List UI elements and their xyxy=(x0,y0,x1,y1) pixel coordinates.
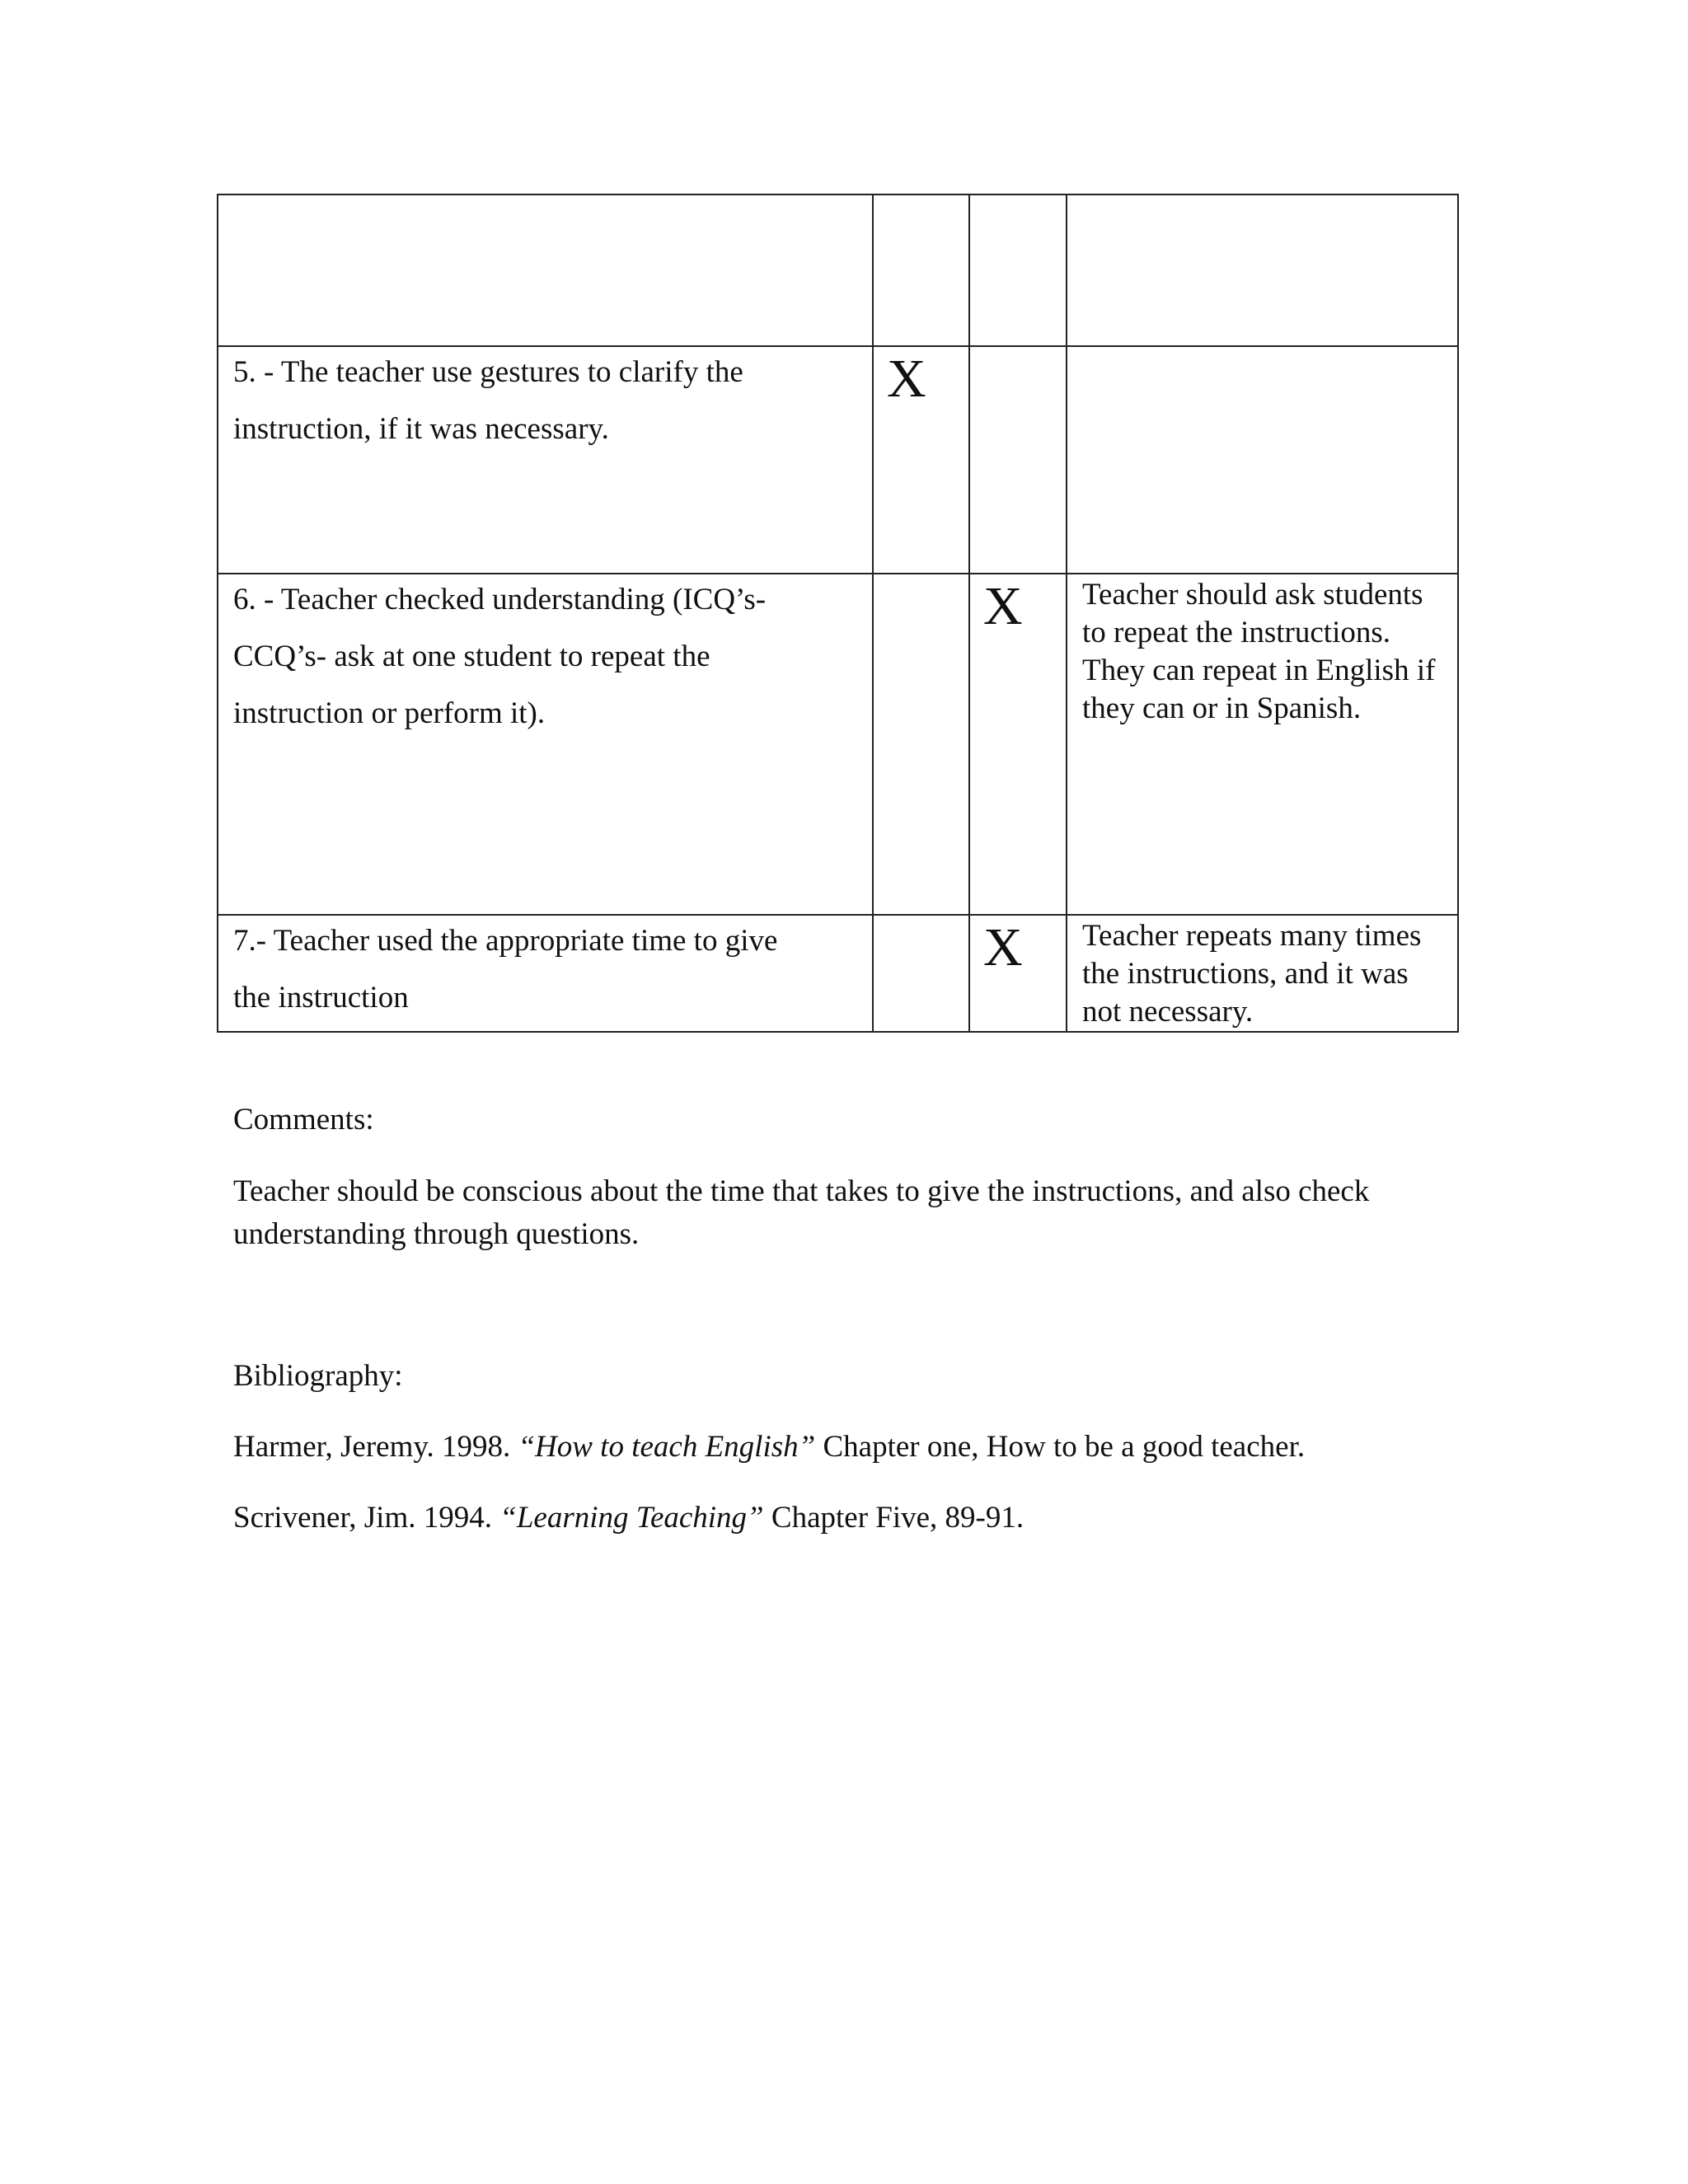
criterion-line: 5. - The teacher use gestures to clarify the xyxy=(233,355,743,389)
reference-title: “How to teach English” xyxy=(518,1430,816,1464)
observation-text: Teacher should ask students to repeat the instructions. They can repeat in English if they can or in Spanish. xyxy=(1082,578,1436,725)
observation-cell xyxy=(1067,574,1458,915)
yes-cell xyxy=(873,574,969,915)
criterion-line: instruction or perform it). xyxy=(233,696,546,730)
criterion-line: 6. - Teacher checked understanding (ICQ’s- xyxy=(233,583,767,616)
comments-body xyxy=(233,1170,1470,1256)
table-row xyxy=(218,574,1458,915)
no-cell xyxy=(969,346,1067,574)
yes-cell xyxy=(873,346,969,574)
comments-heading xyxy=(233,1099,1470,1141)
comments-heading-text: Comments: xyxy=(233,1103,374,1137)
criterion-line: the instruction xyxy=(233,981,409,1015)
no-cell xyxy=(969,194,1067,346)
bibliography-heading-text: Bibliography: xyxy=(233,1359,403,1393)
observation-cell xyxy=(1067,915,1458,1032)
bibliography-reference xyxy=(233,1497,1470,1540)
criterion-line: 7.- Teacher used the appropriate time to give xyxy=(233,924,778,958)
criterion-cell xyxy=(218,574,873,915)
no-cell xyxy=(969,574,1067,915)
observation-cell xyxy=(1067,194,1458,346)
yes-cell xyxy=(873,915,969,1032)
observation-cell xyxy=(1067,346,1458,574)
reference-author-year: Harmer, Jeremy. 1998. xyxy=(233,1430,518,1464)
comments-body-text: Teacher should be conscious about the time that takes to give the instructions, and also check understanding through questions. xyxy=(233,1174,1370,1251)
reference-details: Chapter one, How to be a good teacher. xyxy=(815,1430,1306,1464)
table-row xyxy=(218,346,1458,574)
criterion-cell xyxy=(218,194,873,346)
reference-title: “Learning Teaching” xyxy=(499,1501,764,1535)
no-cell xyxy=(969,915,1067,1032)
check-mark: X xyxy=(983,576,1023,636)
criterion-cell xyxy=(218,346,873,574)
evaluation-table xyxy=(217,194,1459,1033)
reference-author-year: Scrivener, Jim. 1994. xyxy=(233,1501,500,1535)
table-row xyxy=(218,915,1458,1032)
check-mark: X xyxy=(983,917,1023,977)
criterion-line: instruction, if it was necessary. xyxy=(233,412,609,446)
yes-cell xyxy=(873,194,969,346)
criterion-cell xyxy=(218,915,873,1032)
bibliography-reference xyxy=(233,1426,1470,1469)
observation-text: Teacher repeats many times the instructions, and it was not necessary. xyxy=(1082,919,1422,1029)
bibliography-heading xyxy=(233,1355,1470,1398)
reference-details: Chapter Five, 89-91. xyxy=(763,1501,1025,1535)
table-row xyxy=(218,194,1458,346)
check-mark: X xyxy=(887,349,926,409)
criterion-line: CCQ’s- ask at one student to repeat the xyxy=(233,640,710,673)
